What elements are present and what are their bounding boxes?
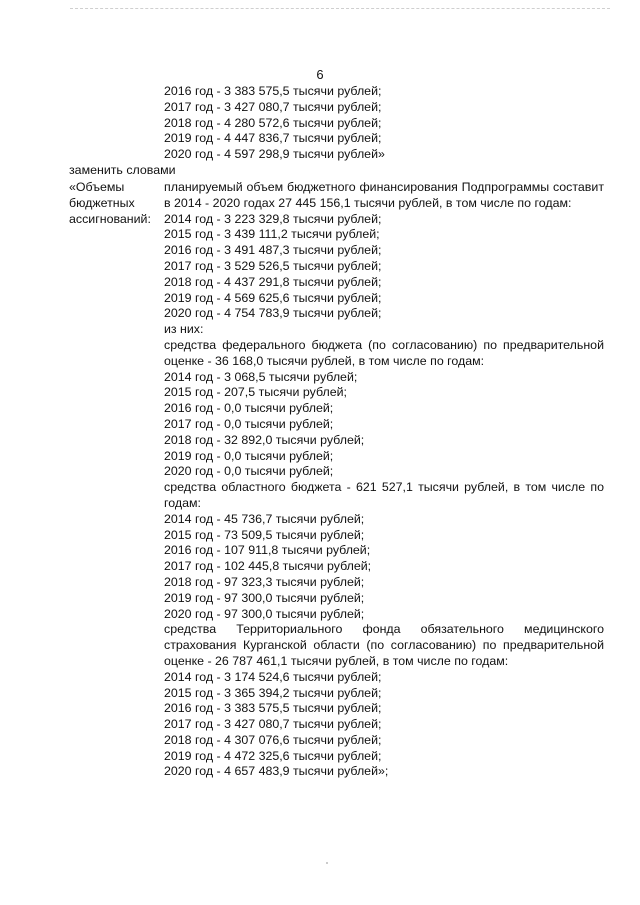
scan-speck: [326, 862, 328, 864]
list-item: 2019 год - 4 447 836,7 тысячи рублей;: [164, 131, 382, 146]
list-item: 2020 год - 4 657 483,9 тысячи рублей»;: [164, 764, 389, 779]
list-item: 2018 год - 4 307 076,6 тысячи рублей;: [164, 732, 382, 747]
label-line: бюджетных: [69, 195, 135, 210]
list-item: 2018 год - 4 437 291,8 тысячи рублей;: [164, 274, 382, 289]
scan-edge-line: [70, 8, 610, 10]
list-item: 2020 год - 4 754 783,9 тысячи рублей;: [164, 306, 382, 321]
list-item: 2014 год - 3 068,5 тысячи рублей;: [164, 369, 358, 384]
intro-paragraph: планируемый объем бюджетного финансирования Подпрограммы составит в 2014 - 2020 годах 27 445 156,1 тысячи рублей, в том числе по годам:: [164, 180, 604, 210]
list-item: 2017 год - 3 529 526,5 тысячи рублей;: [164, 258, 382, 273]
list-item: 2018 год - 4 280 572,6 тысячи рублей;: [164, 115, 382, 130]
page-number: 6: [316, 67, 324, 82]
list-item: 2014 год - 45 736,7 тысячи рублей;: [164, 511, 365, 526]
list-item: 2015 год - 3 365 394,2 тысячи рублей;: [164, 685, 382, 700]
list-item: 2020 год - 97 300,0 тысячи рублей;: [164, 606, 365, 621]
of-them-label: из них:: [164, 322, 204, 337]
fund-paragraph: средства Территориального фонда обязательного медицинского страхования Курганской области (по согласованию) по предварительной оценке - 26 787 461,1 тысячи рублей, в том числе по годам:: [164, 622, 604, 668]
list-item: 2017 год - 3 427 080,7 тысячи рублей;: [164, 717, 382, 732]
list-item: 2018 год - 97 323,3 тысячи рублей;: [164, 574, 365, 589]
list-item: 2015 год - 73 509,5 тысячи рублей;: [164, 527, 365, 542]
regional-paragraph: средства областного бюджета - 621 527,1 тысячи рублей, в том числе по годам:: [164, 480, 604, 510]
total-years-list: [164, 212, 604, 323]
list-item: 2016 год - 107 911,8 тысячи рублей;: [164, 543, 371, 558]
federal-years-list: [164, 370, 604, 481]
list-item: 2016 год - 3 383 575,5 тысячи рублей;: [164, 84, 382, 98]
list-item: 2019 год - 4 472 325,6 тысячи рублей;: [164, 748, 382, 763]
replace-instruction: заменить словами: [69, 163, 176, 177]
label-line: «Объемы: [69, 180, 125, 194]
list-item: 2016 год - 3 491 487,3 тысячи рублей;: [164, 243, 382, 258]
federal-paragraph: средства федерального бюджета (по согласованию) по предварительной оценке - 36 168,0 тысячи рублей, в том числе по годам:: [164, 337, 604, 368]
list-item: 2014 год - 3 174 524,6 тысячи рублей;: [164, 669, 382, 684]
section-label: [69, 180, 159, 227]
list-item: 2019 год - 97 300,0 тысячи рублей;: [164, 590, 365, 605]
label-line: ассигнований:: [69, 211, 151, 226]
budget-description: [164, 180, 604, 780]
list-item: 2017 год - 0,0 тысячи рублей;: [164, 416, 334, 431]
list-item: 2015 год - 207,5 тысячи рублей;: [164, 385, 347, 400]
list-item: 2020 год - 4 597 298,9 тысячи рублей»: [164, 147, 385, 162]
regional-years-list: [164, 512, 604, 623]
list-item: 2017 год - 102 445,8 тысячи рублей;: [164, 559, 372, 574]
list-item: 2017 год - 3 427 080,7 тысячи рублей;: [164, 99, 382, 114]
list-item: 2019 год - 4 569 625,6 тысячи рублей;: [164, 290, 382, 305]
fund-years-list: [164, 670, 604, 781]
list-item: 2016 год - 3 383 575,5 тысячи рублей;: [164, 701, 382, 716]
list-item: 2014 год - 3 223 329,8 тысячи рублей;: [164, 211, 382, 226]
list-item: 2015 год - 3 439 111,2 тысячи рублей;: [164, 227, 380, 242]
list-item: 2016 год - 0,0 тысячи рублей;: [164, 401, 334, 416]
list-item: 2020 год - 0,0 тысячи рублей;: [164, 464, 334, 479]
list-item: 2018 год - 32 892,0 тысячи рублей;: [164, 432, 365, 447]
list-item: 2019 год - 0,0 тысячи рублей;: [164, 448, 334, 463]
previous-years-list: [164, 84, 604, 163]
